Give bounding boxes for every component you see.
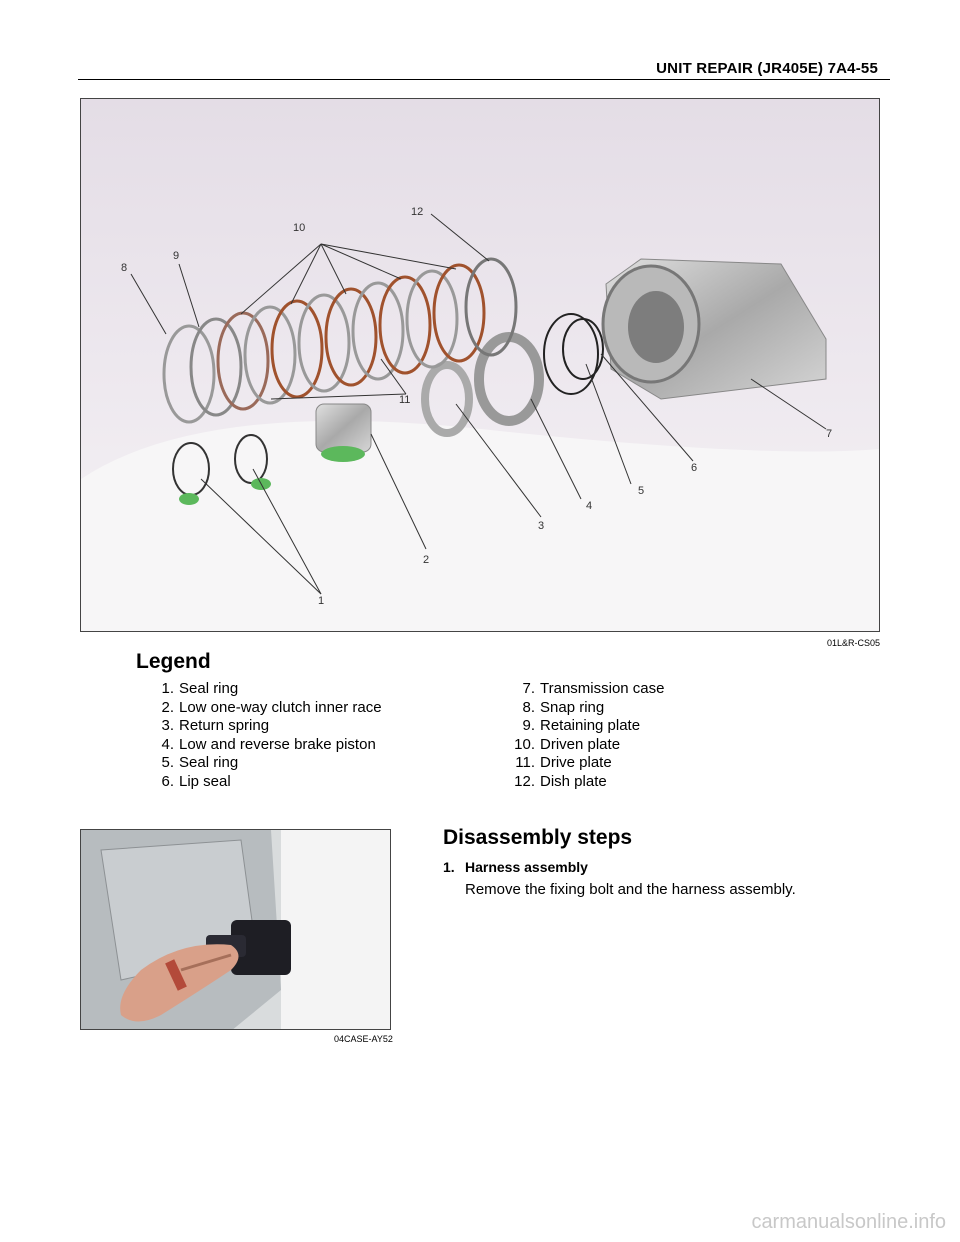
callout-5: 5 — [638, 485, 645, 497]
callout-1: 1 — [318, 595, 325, 607]
callout-4: 4 — [586, 500, 593, 512]
callout-8: 8 — [121, 262, 128, 274]
small-figure-code: 04CASE-AY52 — [334, 1034, 393, 1044]
step-heading: 1. Harness assembly — [443, 859, 588, 875]
legend-item: 6. Lip seal — [161, 772, 231, 790]
legend-title: Legend — [136, 650, 211, 673]
harness-removal-illustration — [81, 830, 391, 1030]
exploded-view-illustration — [81, 99, 880, 632]
legend-item: 10. Driven plate — [514, 735, 621, 753]
legend-item: 8. Snap ring — [522, 698, 605, 716]
watermark: carmanualsonline.info — [751, 1211, 946, 1233]
header-rule — [78, 79, 890, 80]
legend-column-right — [505, 680, 664, 791]
legend-item: 1. Seal ring — [161, 680, 239, 697]
callout-7: 7 — [826, 428, 833, 440]
legend-item: 2. Low one-way clutch inner race — [161, 698, 382, 716]
disassembly-steps-title: Disassembly steps — [443, 826, 633, 849]
callout-9: 9 — [173, 250, 180, 262]
callout-12: 12 — [411, 206, 424, 218]
legend-item: 9. Retaining plate — [522, 717, 641, 734]
page-header-title: UNIT REPAIR (JR405E) 7A4-55 — [656, 60, 878, 77]
callout-6: 6 — [691, 462, 698, 474]
legend-item: 3. Return spring — [161, 717, 270, 734]
callout-11: 11 — [399, 394, 411, 406]
legend-item: 4. Low and reverse brake piston — [161, 735, 376, 753]
callout-2: 2 — [423, 554, 430, 566]
exploded-view-photo — [80, 98, 880, 632]
callout-10: 10 — [293, 222, 306, 234]
legend-item: 7. Transmission case — [522, 680, 665, 697]
legend-item: 11. Drive plate — [515, 754, 612, 771]
harness-removal-photo — [80, 829, 391, 1030]
step-text: Remove the fixing bolt and the harness assembly. — [465, 881, 796, 898]
legend-column-left — [144, 680, 382, 791]
legend-item: 5. Seal ring — [161, 754, 239, 771]
callout-3: 3 — [538, 520, 545, 532]
legend-item: 12. Dish plate — [514, 772, 607, 790]
main-figure-code: 01L&R-CS05 — [826, 638, 880, 648]
